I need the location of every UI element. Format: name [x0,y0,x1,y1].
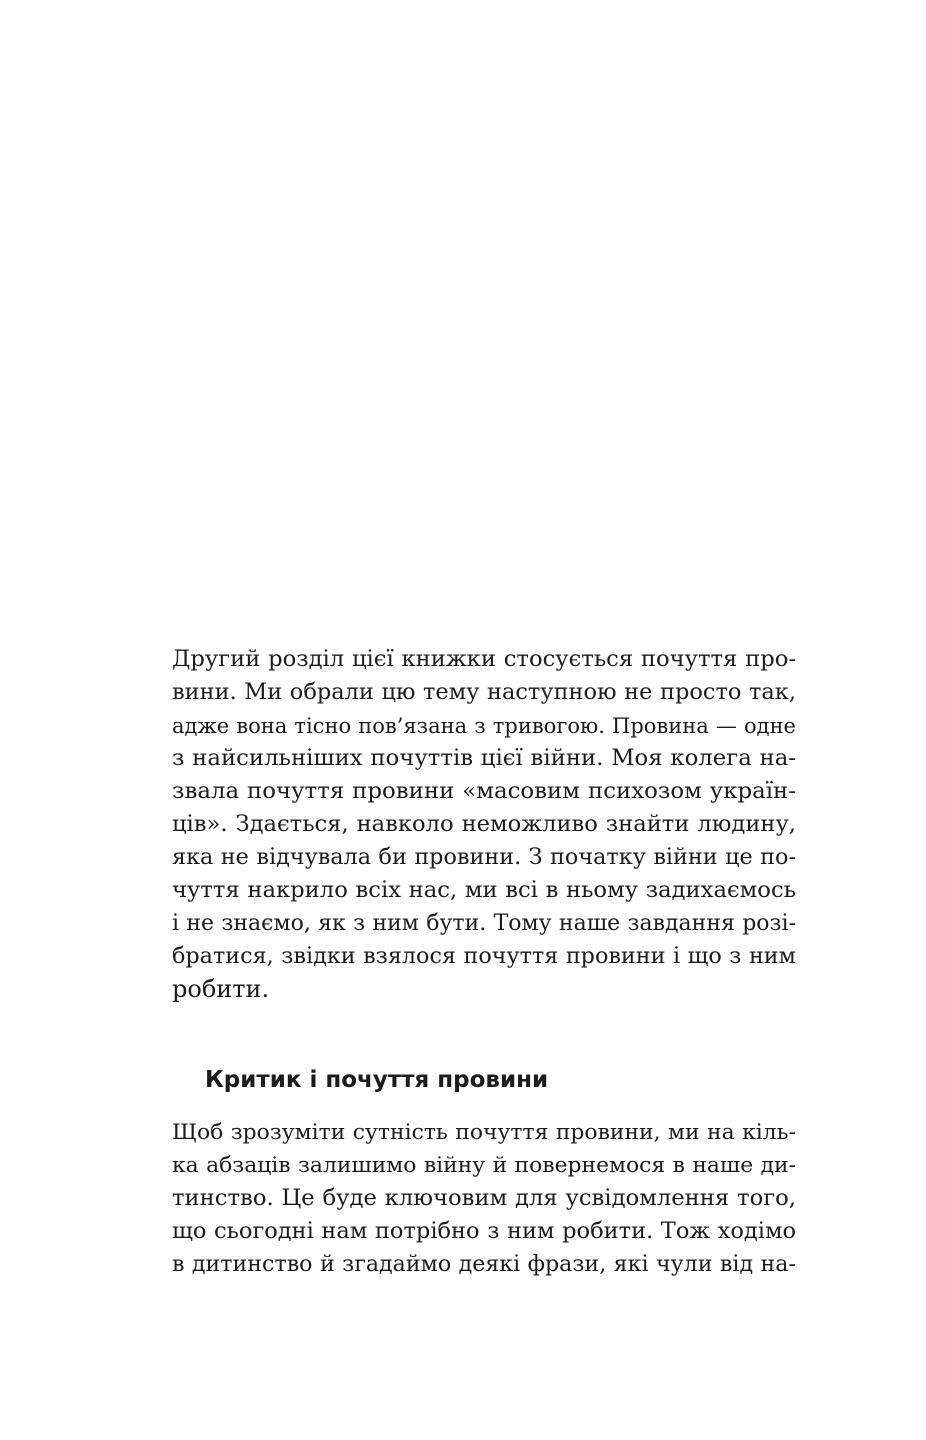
text-line: яка не відчувала би провини. З початку війни це по- [172,844,796,870]
text-line: ців». Здається, навколо неможливо знайти людину, [172,811,796,837]
text-line: адже вона тісно пов’язана з тривогою. Провина — одне [172,713,796,738]
text-line: тинство. Це буде ключовим для усвідомлення того, [172,1185,796,1211]
text-line: з найсильніших почуттів цієї війни. Моя колега на- [172,745,796,771]
text-line: в дитинство й згадаймо деякі фрази, які чули від на- [172,1251,796,1277]
text-line: що сьогодні нам потрібно з ним робити. Тож ходімо [172,1218,796,1244]
paragraph-guilt-intro [172,643,796,1006]
text-line: братися, звідки взялося почуття провини і що з ним [172,943,796,969]
paragraph-childhood [172,1116,796,1281]
text-line: вини. Ми обрали цю тему наступною не просто так, [172,679,796,705]
text-line: ка абзаців залишимо війну й повернемося в наше ди- [172,1153,796,1178]
text-line: звала почуття провини «масовим психозом україн- [172,778,796,804]
text-line: робити. [172,975,270,1003]
text-line: чуття накрило всіх нас, ми всі в ньому задихаємось [172,877,796,903]
text-line: Щоб зрозуміти сутність почуття провини, ми на кіль- [172,1120,796,1145]
text-line: Другий розділ цієї книжки стосується почуття про- [172,646,796,672]
section-heading: Критик і почуття провини [205,1067,549,1093]
text-line: і не знаємо, як з ним бути. Тому наше завдання розі- [172,911,796,936]
